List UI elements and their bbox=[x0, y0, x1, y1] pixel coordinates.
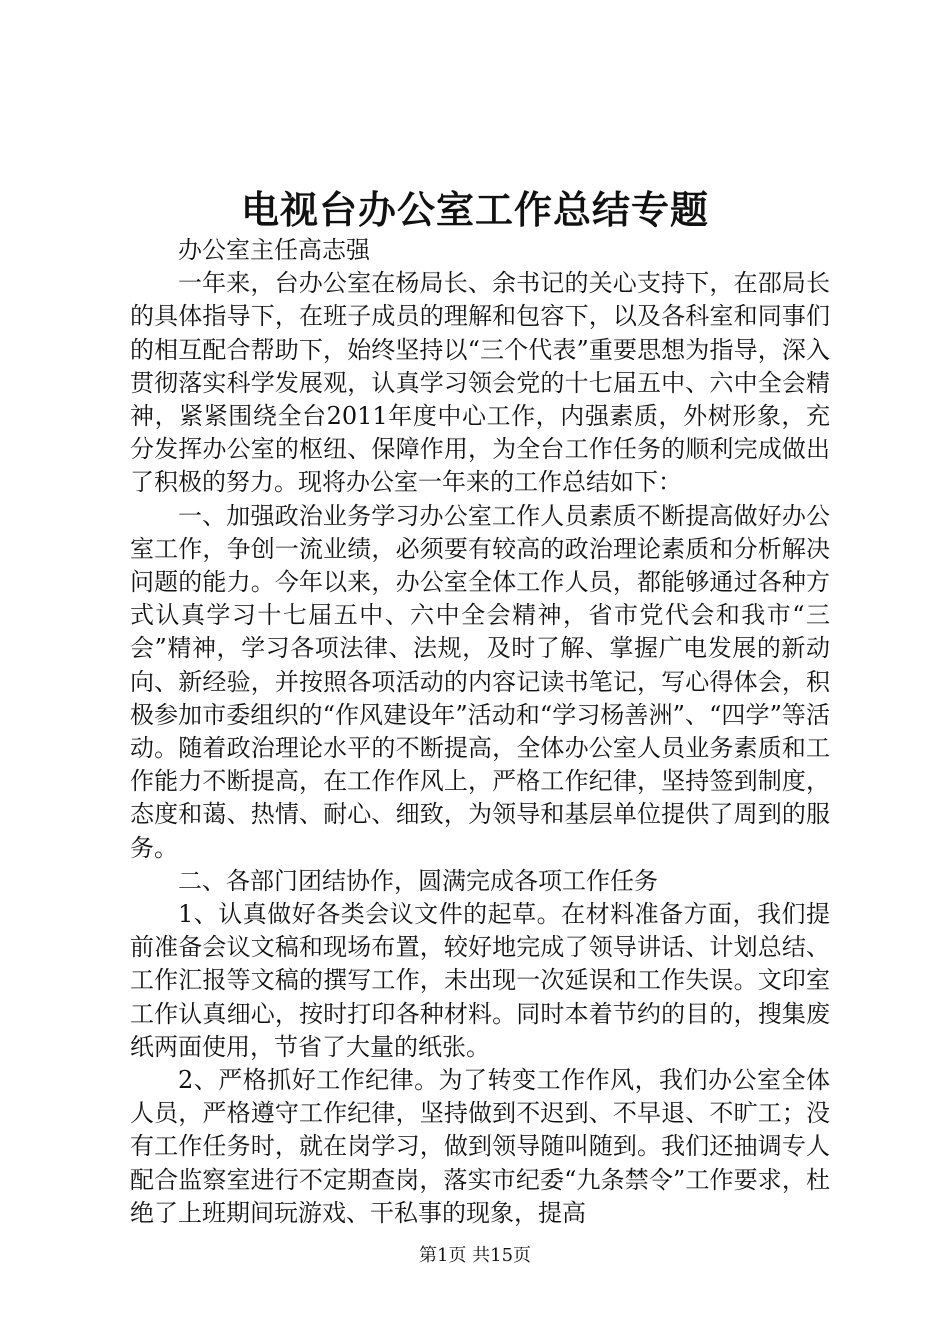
page-number: 第1页 共15页 bbox=[418, 1245, 532, 1266]
paragraph-section-1: 一、加强政治业务学习办公室工作人员素质不断提高做好办公室工作，争创一流业绩，必须要有较高的政治理论素质和分析解决问题的能力。今年以来，办公室全体工作人员，都能够通过各种方式认真学习十七届五中、六中全会精神，省市党代会和我市“三会”精神，学习各项法律、法规，及时了解、掌握广电发展的新动向、新经验，并按照各项活动的内容记读书笔记，写心得体会，积极参加市委组织的“作风建设年”活动和“学习杨善洲”、“四学”等活动。随着政治理论水平的不断提高，全体办公室人员业务素质和工作能力不断提高，在工作作风上，严格工作纪律，坚持签到制度，态度和蔼、热情、耐心、细致，为领导和基层单位提供了周到的服务。 bbox=[130, 501, 830, 862]
section-heading-2: 二、各部门团结协作，圆满完成各项工作任务 bbox=[178, 866, 658, 895]
paragraph-intro: 一年来，台办公室在杨局长、余书记的关心支持下，在邵局长的具体指导下，在班子成员的理解和包容下，以及各科室和同事们的相互配合帮助下，始终坚持以“三个代表”重要思想为指导，深入贯彻落实科学发展观，认真学习领会党的十七届五中、六中全会精神，紧紧围绕全台2011年度中心工作，内强素质，外树形象，充分发挥办公室的枢纽、保障作用，为全台工作任务的顺利完成做出了积极的努力。现将办公室一年来的工作总结如下： bbox=[130, 269, 830, 497]
page-title: 电视台办公室工作总结专题 bbox=[240, 187, 709, 232]
paragraph-item-2: 2、严格抓好工作纪律。为了转变工作作风，我们办公室全体人员，严格遵守工作纪律，坚持做到不迟到、不早退、不旷工；没有工作任务时，就在岗学习，做到领导随叫随到。我们还抽调专人配合监察室进行不定期查岗，落实市纪委“九条禁令”工作要求，杜绝了上班期间玩游戏、干私事的现象，提高 bbox=[130, 1066, 830, 1227]
document-body bbox=[130, 234, 830, 1230]
author-line: 办公室主任高志强 bbox=[178, 236, 370, 264]
paragraph-item-1: 1、认真做好各类会议文件的起草。在材料准备方面，我们提前准备会议文稿和现场布置，较好地完成了领导讲话、计划总结、工作汇报等文稿的撰写工作，未出现一次延误和工作失误。文印室工作认真细心，按时打印各种材料。同时本着节约的目的，搜集废纸两面使用，节省了大量的纸张。 bbox=[130, 900, 830, 1061]
